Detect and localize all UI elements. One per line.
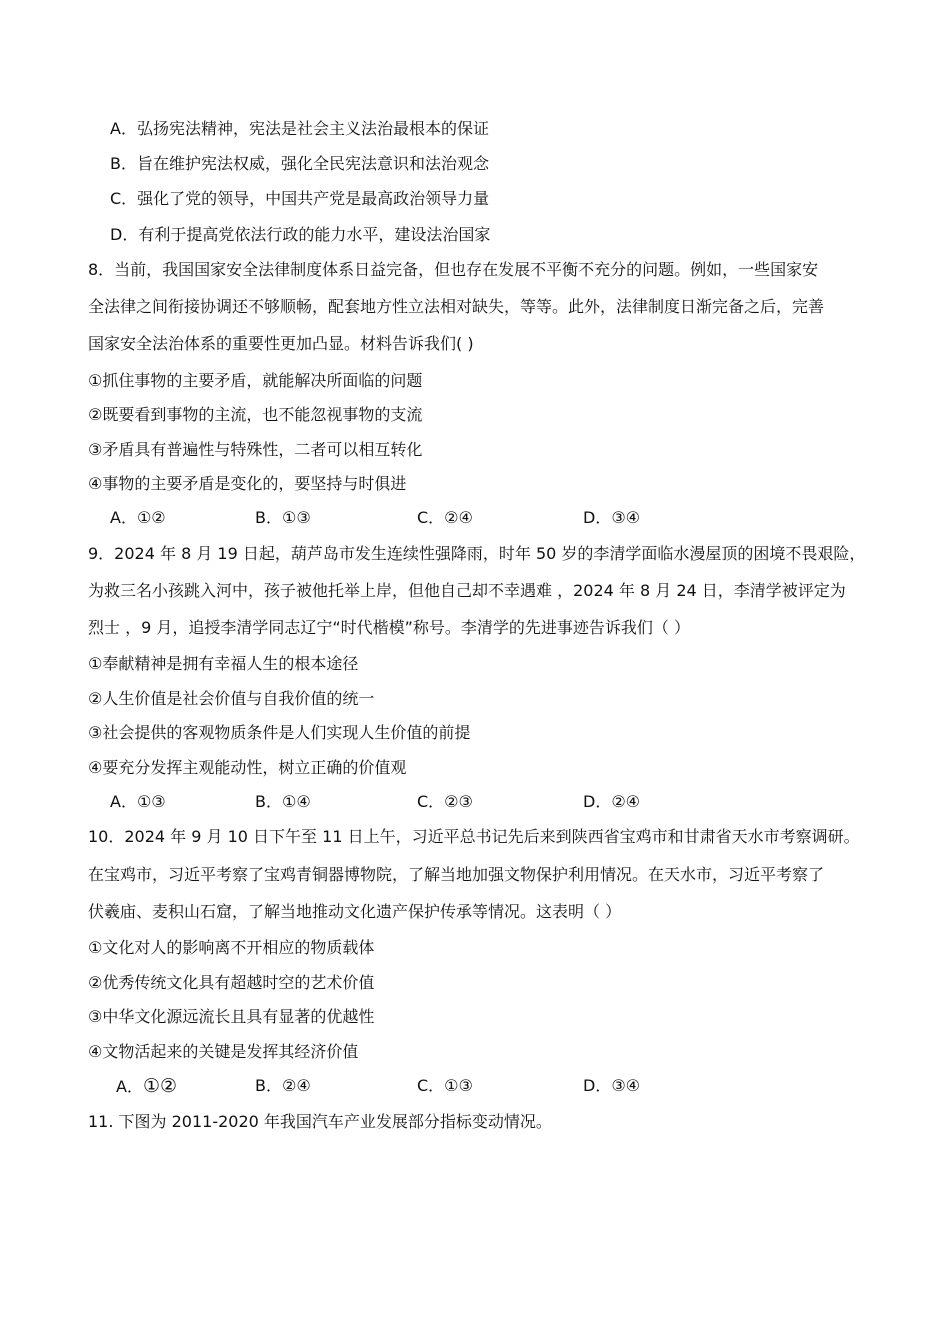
q9-option-c[interactable]: C．②③	[417, 792, 473, 811]
q10-stem-line-2: 在宝鸡市，习近平考察了宝鸡青铜器博物院，了解当地加强文物保护利用情况。在天水市，习近平考察了	[88, 865, 825, 884]
q10-options	[116, 1075, 816, 1097]
q9-stem-line-3: 烈士 ，9 月，追授李清学同志辽宁“时代楷模”称号。李清学的先进事迹告诉我们（ ）	[88, 618, 691, 637]
q7-option-d: D．有利于提高党依法行政的能力水平，建设法治国家	[110, 225, 491, 244]
q8-statement-2: ②既要看到事物的主流，也不能忽视事物的支流	[88, 405, 423, 424]
q8-stem-line-1: 8．当前，我国国家安全法律制度体系日益完备，但也存在发展不平衡不充分的问题。例如，一些国家安	[88, 260, 819, 279]
q8-statement-1: ①抓住事物的主要矛盾，就能解决所面临的问题	[88, 371, 423, 390]
q10-statement-4: ④文物活起来的关键是发挥其经济价值	[88, 1042, 359, 1061]
q9-stem-line-2: 为救三名小孩跳入河中，孩子被他托举上岸，但他自己却不幸遇难 ，2024 年 8 月 24 日，李清学被评定为	[88, 581, 846, 600]
q9-statement-4: ④要充分发挥主观能动性，树立正确的价值观	[88, 758, 407, 777]
q8-statement-3: ③矛盾具有普遍性与特殊性，二者可以相互转化	[88, 440, 423, 459]
q10-option-d[interactable]: D．③④	[583, 1076, 641, 1095]
q10-stem-line-3: 伏羲庙、麦积山石窟，了解当地推动文化遗产保护传承等情况。这表明（ ）	[88, 902, 622, 921]
q8-option-b[interactable]: B．①③	[255, 508, 311, 527]
q8-stem-line-3: 国家安全法治体系的重要性更加凸显。材料告诉我们( )	[88, 334, 474, 353]
q8-options	[110, 507, 810, 529]
q10-option-a-value: ①②	[142, 1075, 178, 1097]
q8-option-a[interactable]: A．①②	[110, 508, 166, 527]
q10-option-b[interactable]: B．②④	[255, 1076, 311, 1095]
q8-option-c[interactable]: C．②④	[417, 508, 473, 527]
q9-statement-1: ①奉献精神是拥有幸福人生的根本途径	[88, 654, 359, 673]
q8-stem-line-2: 全法律之间衔接协调还不够顺畅，配套地方性立法相对缺失，等等。此外，法律制度日渐完备之后，完善	[88, 297, 825, 316]
q9-option-b[interactable]: B．①④	[255, 792, 311, 811]
q9-option-d[interactable]: D．②④	[583, 792, 641, 811]
q9-statement-2: ②人生价值是社会价值与自我价值的统一	[88, 689, 375, 708]
q9-option-a[interactable]: A．①③	[110, 792, 166, 811]
q8-option-d[interactable]: D．③④	[583, 508, 641, 527]
q10-stem-line-1: 10．2024 年 9 月 10 日下午至 11 日上午，习近平总书记先后来到陕西省宝鸡市和甘肃省天水市考察调研。	[88, 827, 860, 846]
q9-stem-line-1: 9．2024 年 8 月 19 日起，葫芦岛市发生连续性强降雨，时年 50 岁的李清学面临水漫屋顶的困境不畏艰险，	[88, 544, 866, 563]
q7-option-b: B．旨在维护宪法权威，强化全民宪法意识和法治观念	[110, 154, 489, 173]
q10-statement-1: ①文化对人的影响离不开相应的物质载体	[88, 938, 375, 957]
q10-statement-3: ③中华文化源远流长且具有显著的优越性	[88, 1007, 375, 1026]
q10-statement-2: ②优秀传统文化具有超越时空的艺术价值	[88, 973, 375, 992]
q7-option-c: C．强化了党的领导，中国共产党是最高政治领导力量	[110, 189, 490, 208]
q7-option-a: A．弘扬宪法精神，宪法是社会主义法治最根本的保证	[110, 119, 489, 138]
q9-options	[110, 791, 810, 813]
q10-option-a[interactable]	[116, 1075, 177, 1098]
q10-option-c[interactable]: C．①③	[417, 1076, 473, 1095]
q8-statement-4: ④事物的主要矛盾是变化的，要坚持与时俱进	[88, 474, 407, 493]
q9-statement-3: ③社会提供的客观物质条件是人们实现人生价值的前提	[88, 723, 471, 742]
q11-stem: 11. 下图为 2011-2020 年我国汽车产业发展部分指标变动情况。	[88, 1112, 552, 1131]
q10-option-a-label: A．	[116, 1077, 143, 1096]
